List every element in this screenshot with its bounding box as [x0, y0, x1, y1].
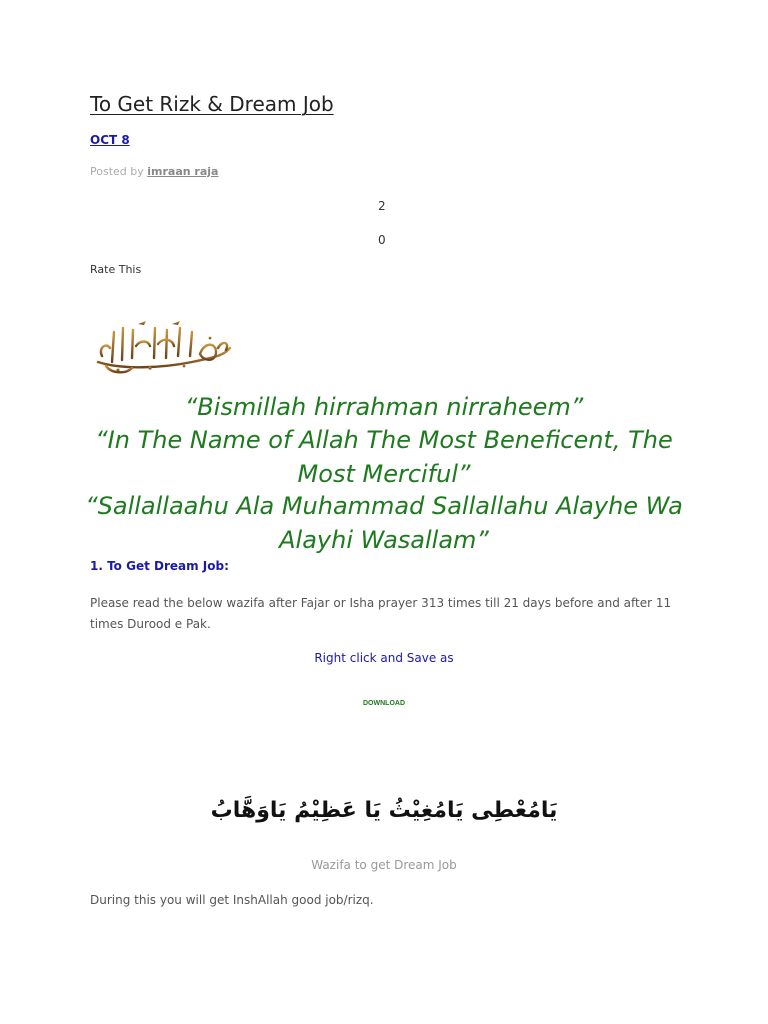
author-link[interactable]: imraan raja	[147, 165, 219, 178]
wazifa-instructions: Please read the below wazifa after Fajar or Isha prayer 313 times till 21 days before and after 11 times Durood e Pak.	[90, 596, 672, 631]
vote-down-count[interactable]: 0	[378, 233, 386, 247]
bismillah-quote: “Bismillah hirrahman nirraheem”	[184, 393, 584, 421]
arabic-wazifa-text: يَامُعْطِى يَامُغِيْثُ يَا عَظِيْمُ يَاوَهَّابُ	[210, 798, 558, 823]
closing-text: During this you will get InshAllah good job/rizq.	[90, 893, 374, 907]
durood-quote: “Sallallaahu Ala Muhammad Sallallahu Alayhe Wa Alayhi Wasallam”	[85, 492, 683, 554]
translation-quote: “In The Name of Allah The Most Beneficent, The Most Merciful”	[95, 426, 673, 488]
save-note: Right click and Save as	[314, 651, 454, 665]
posted-by	[90, 165, 218, 178]
download-link[interactable]: DOWNLOAD	[363, 700, 405, 707]
wazifa-caption: Wazifa to get Dream Job	[311, 858, 457, 872]
posted-by-label: Posted by	[90, 165, 148, 178]
rate-this-label: Rate This	[90, 263, 142, 276]
bismillah-calligraphy-icon	[92, 318, 234, 378]
vote-up-count[interactable]: 2	[378, 199, 386, 213]
post-date-link[interactable]: OCT 8	[90, 133, 130, 147]
section-heading-dream-job: 1. To Get Dream Job:	[90, 559, 229, 573]
post-title[interactable]: To Get Rizk & Dream Job	[90, 92, 334, 116]
